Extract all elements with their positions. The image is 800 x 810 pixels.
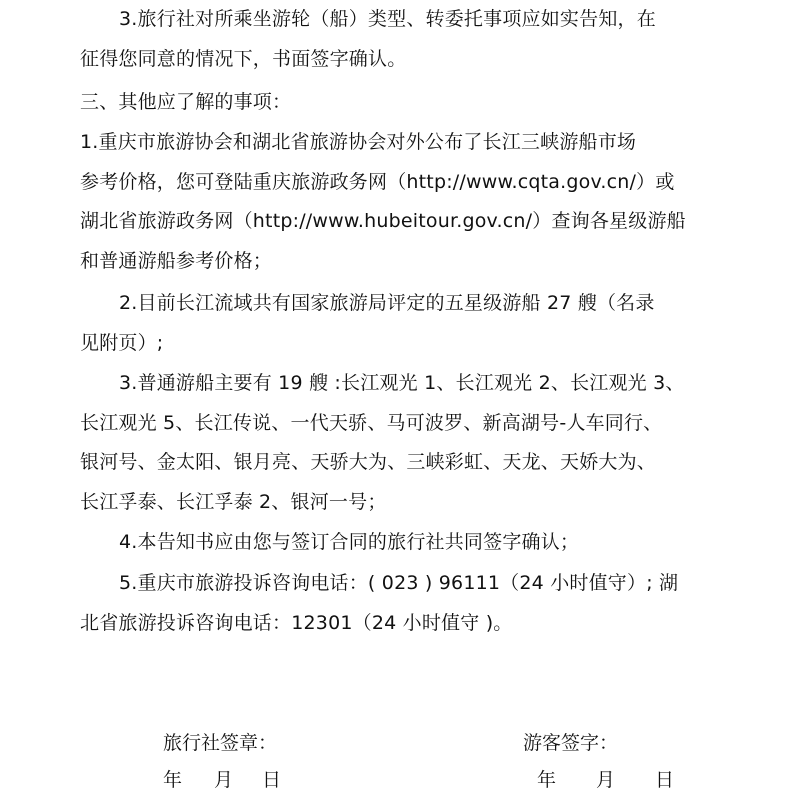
paragraph-line: 3.旅行社对所乘坐游轮（船）类型、转委托事项应如实告知，在 [119, 8, 656, 30]
paragraph-line: 参考价格，您可登陆重庆旅游政务网（http://www.cqta.gov.cn/）或 [80, 171, 675, 193]
paragraph-line: 征得您同意的情况下，书面签字确认。 [80, 48, 407, 70]
paragraph-line: 1.重庆市旅游协会和湖北省旅游协会对外公布了长江三峡游船市场 [80, 131, 637, 153]
paragraph-line: 长江孚泰、长江孚泰 2、银河一号； [80, 491, 387, 513]
paragraph-line: 和普通游船参考价格； [80, 250, 273, 272]
paragraph-line: 湖北省旅游政务网（http://www.hubeitour.gov.cn/）查询各星级游船 [80, 210, 686, 232]
agency-signature-label: 旅行社签章： [163, 732, 278, 754]
paragraph-line: 5.重庆市旅游投诉咨询电话：( 023 ) 96111（24 小时值守）; 湖 [119, 572, 679, 594]
paragraph-line: 北省旅游投诉咨询电话：12301（24 小时值守 )。 [80, 612, 513, 634]
paragraph-line: 见附页）; [80, 332, 164, 354]
date-month: 月 [214, 769, 234, 791]
paragraph-line: 银河号、金太阳、银月亮、天骄大为、三峡彩虹、天龙、天娇大为、 [80, 451, 657, 473]
paragraph-line: 2.目前长江流域共有国家旅游局评定的五星级游船 27 艘（名录 [119, 292, 655, 314]
paragraph-line: 4.本告知书应由您与签订合同的旅行社共同签字确认； [119, 531, 580, 553]
date-day: 日 [655, 769, 675, 791]
section-heading: 三、其他应了解的事项： [80, 91, 292, 113]
paragraph-line: 3.普通游船主要有 19 艘 :长江观光 1、长江观光 2、长江观光 3、 [119, 372, 685, 394]
date-month: 月 [596, 769, 616, 791]
date-day: 日 [262, 769, 282, 791]
paragraph-line: 长江观光 5、长江传说、一代天骄、马可波罗、新高湖号-人车同行、 [80, 412, 663, 434]
date-year: 年 [537, 769, 557, 791]
tourist-signature-label: 游客签字： [523, 732, 619, 754]
date-year: 年 [163, 769, 183, 791]
